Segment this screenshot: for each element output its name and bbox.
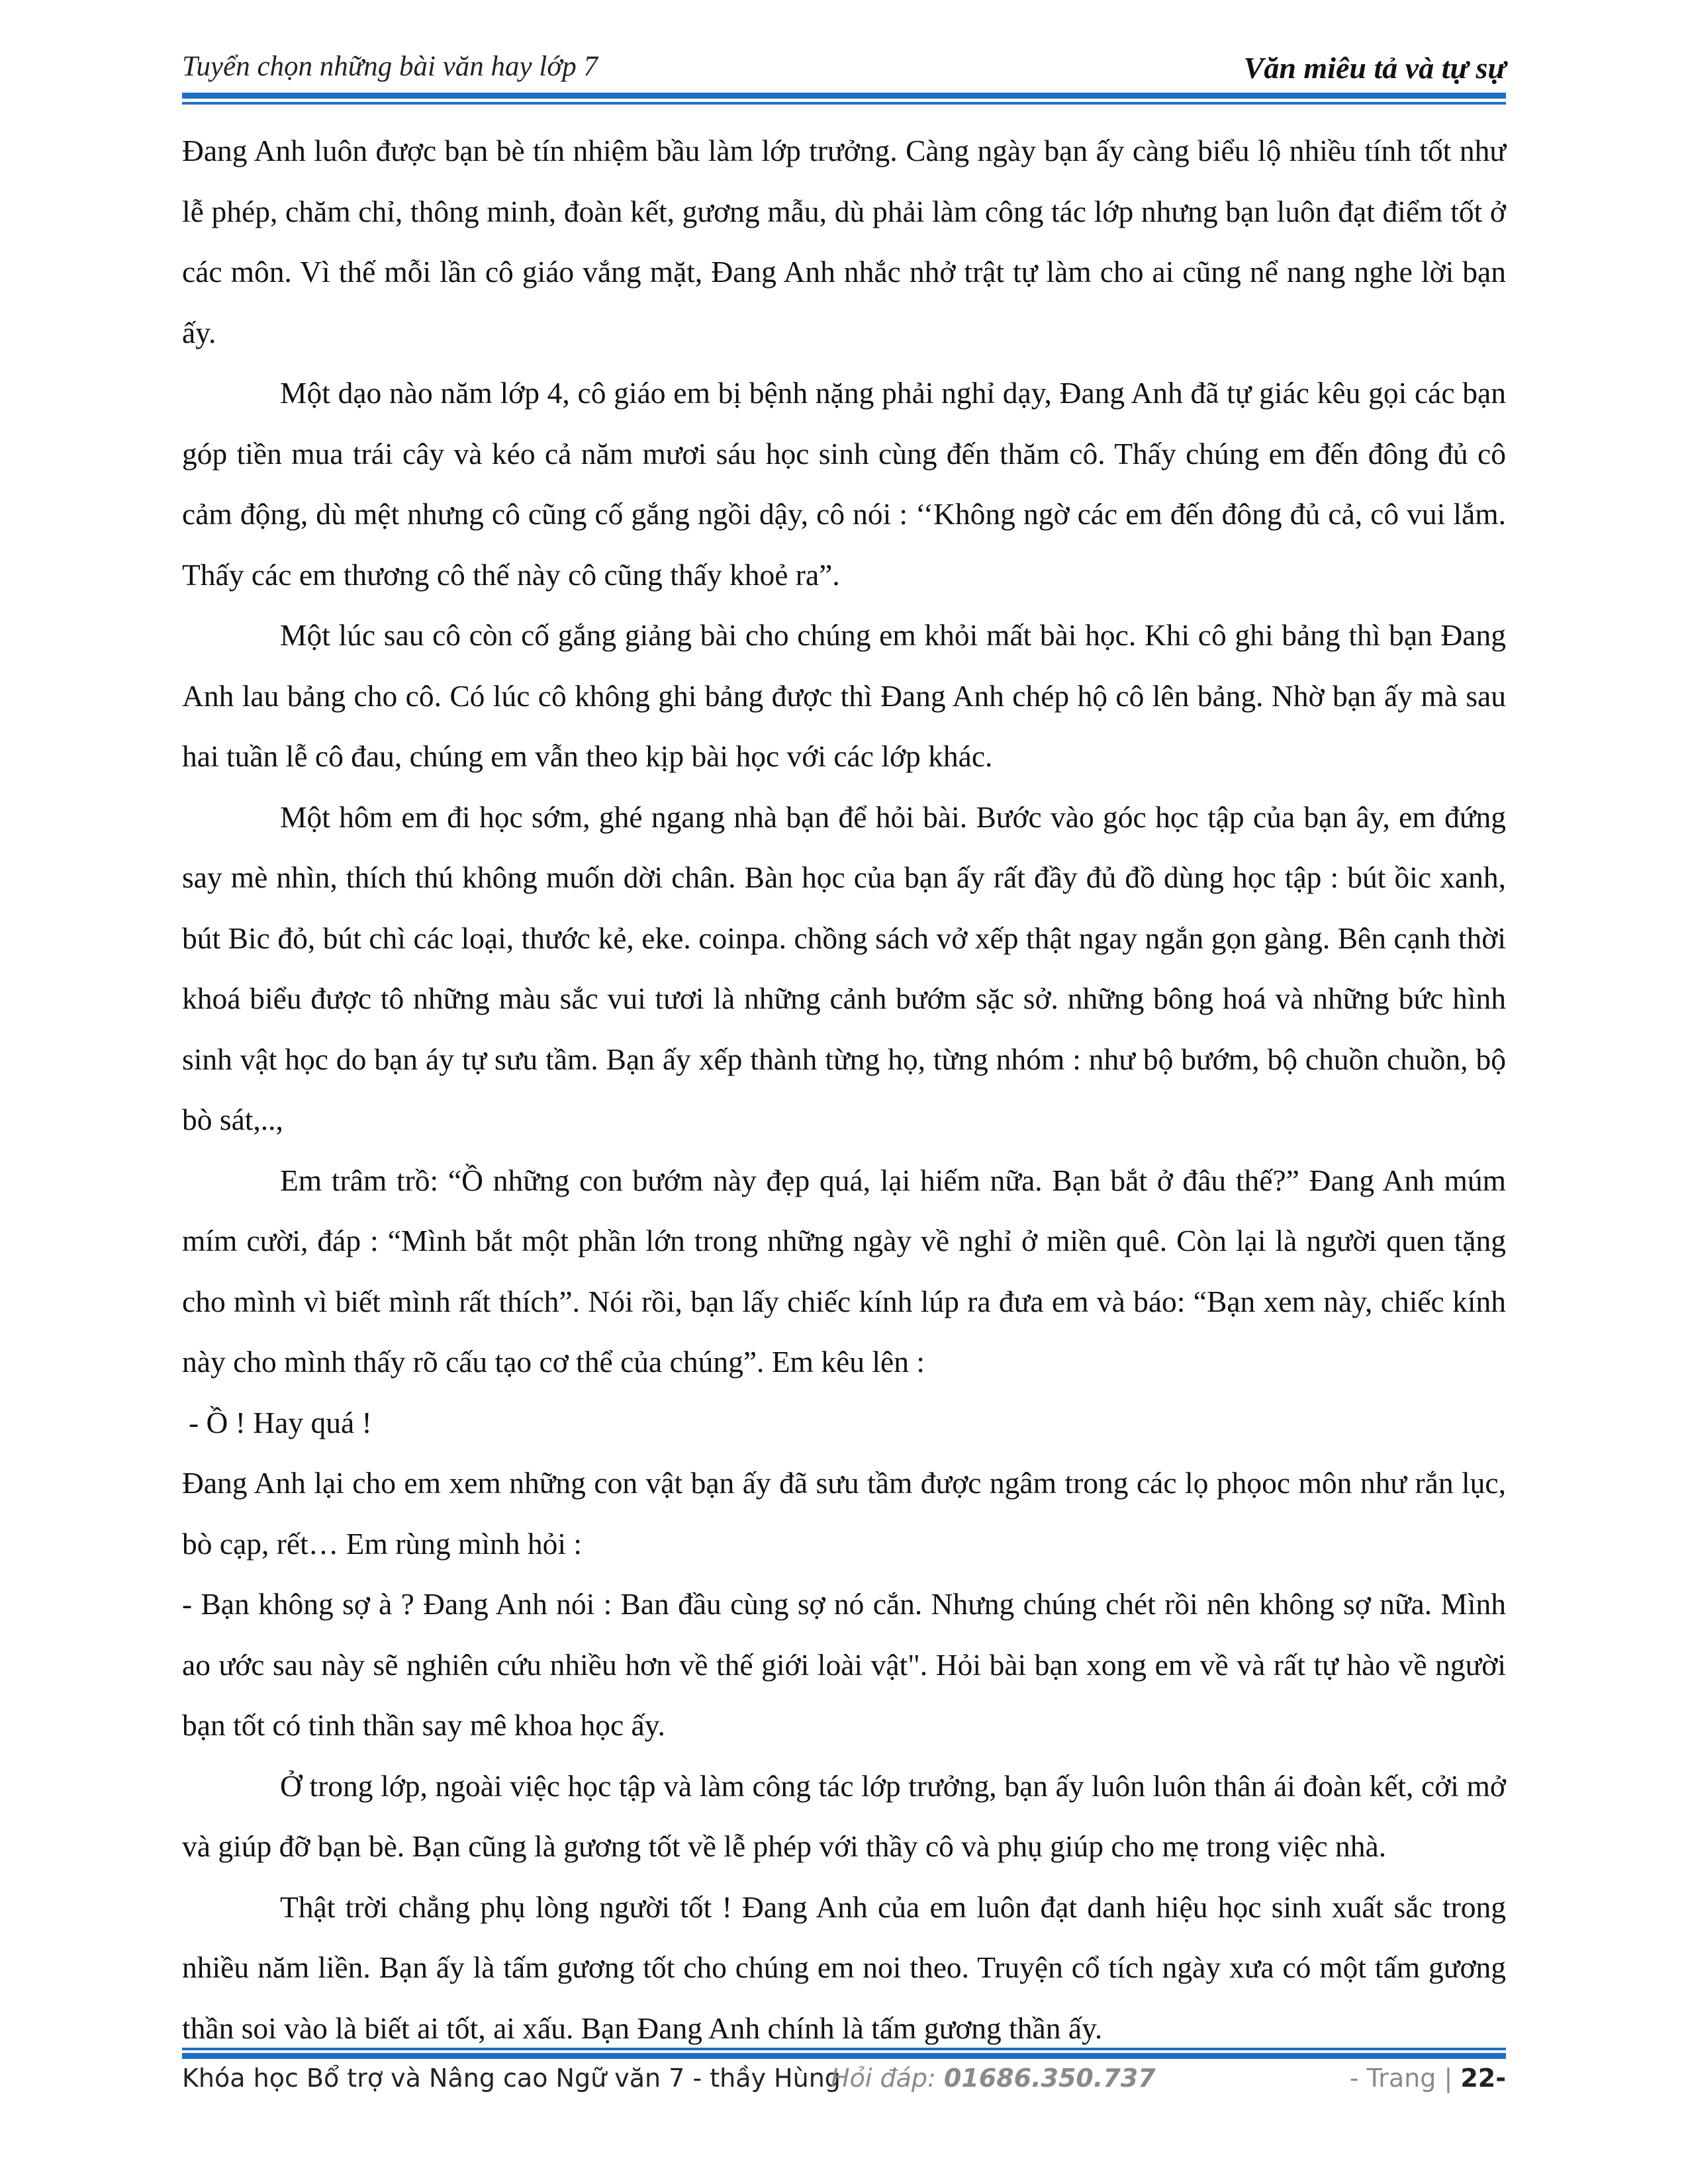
paragraph-4: Một hôm em đi học sớm, ghé ngang nhà bạn để hỏi bài. Bước vào góc học tập của bạn ây, em đứng say mè nhìn, thích thú không muốn dời chân. Bàn học của bạn ấy rất đầy đủ đồ dùng học tập : bút ồic xanh, bút Bic đỏ, bút chì các loại, thước kẻ, eke. coinpa. chồng sách vở xếp thật ngay ngắn gọn gàng. Bên cạnh thời khoá biểu được tô những màu sắc vui tươi là những cảnh bướm sặc sở. những bông hoá và những bức hình sinh vật học do bạn áy tự sưu tầm. Bạn ấy xếp thành từng họ, từng nhóm : như bộ bướm, bộ chuồn chuồn, bộ bò sát,.., [182,799,1506,1136]
footer-contact [831,2064,1156,2093]
footer-course-name: Khóa học Bổ trợ và Nâng cao Ngữ văn 7 - thầy Hùng [182,2064,841,2093]
paragraph-7: Ở trong lớp, ngoài việc học tập và làm công tác lớp trưởng, bạn ấy luôn luôn thân ái đoàn kết, cởi mở và giúp đỡ bạn bè. Bạn cũng là gương tốt về lễ phép với thầy cô và phụ giúp cho mẹ trong việc nhà. [182,1768,1506,1863]
dialog-line-1: - Ồ ! Hay quá ! [189,1405,372,1439]
footer-rule-thin [182,2048,1506,2050]
footer-phone: 01686.350.737 [943,2064,1156,2093]
paragraph-1: Đang Anh luôn được bạn bè tín nhiệm bầu làm lớp trưởng. Càng ngày bạn ấy càng biểu lộ nhiều tính tốt như lễ phép, chăm chỉ, thông minh, đoàn kết, gương mẫu, dù phải làm công tác lớp nhưng bạn luôn đạt điểm tốt ở các môn. Vì thế mỗi lần cô giáo vắng mặt, Đang Anh nhắc nhở trật tự làm cho ai cũng nể nang nghe lời bạn ấy. [182,134,1506,349]
paragraph-6: Đang Anh lại cho em xem những con vật bạn ấy đã sưu tầm được ngâm trong các lọ phọoc môn như rắn lục, bò cạp, rết… Em rùng mình hỏi : [182,1466,1506,1561]
footer-rule-thick [182,2053,1506,2059]
paragraph-8: Thật trời chẳng phụ lòng người tốt ! Đang Anh của em luôn đạt danh hiệu học sinh xuất sắc trong nhiều năm liền. Bạn ấy là tấm gương tốt cho chúng em noi theo. Truyện cổ tích ngày xưa có một tấm gương thần soi vào là biết ai tốt, ai xấu. Bạn Đang Anh chính là tấm gương thần ấy. [182,1889,1506,2045]
header-rule-thin [182,102,1506,105]
header-rule-thick [182,93,1506,99]
footer-page-number: 22- [1460,2064,1506,2093]
essay-body [182,120,1506,2058]
paragraph-3: Một lúc sau cô còn cố gắng giảng bài cho chúng em khỏi mất bài học. Khi cô ghi bảng thì bạn Đang Anh lau bảng cho cô. Có lúc cô không ghi bảng được thì Đang Anh chép hộ cô lên bảng. Nhờ bạn ấy mà sau hai tuần lễ cô đau, chúng em vẫn theo kịp bài học với các lớp khác. [182,618,1506,773]
page-header [182,50,1506,90]
paragraph-5: Em trâm trồ: “Ồ những con bướm này đẹp quá, lại hiếm nữa. Bạn bắt ở đâu thế?” Đang Anh múm mím cười, đáp : “Mình bắt một phần lớn trong những ngày về nghỉ ở miền quê. Còn lại là người quen tặng cho mình vì biết mình rất thích”. Nói rồi, bạn lấy chiếc kính lúp ra đưa em và báo: “Bạn xem này, chiếc kính này cho mình thấy rõ cấu tạo cơ thể của chúng”. Em kêu lên : [182,1163,1506,1379]
header-book-title: Tuyển chọn những bài văn hay lớp 7 [182,51,598,82]
footer-contact-label: Hỏi đáp: [831,2064,936,2093]
dialog-line-2: - Bạn không sợ à ? Đang Anh nói : Ban đầu cùng sợ nó cắn. Nhưng chúng chét rồi nên không sợ nữa. Mình ao ước sau này sẽ nghiên cứu nhiều hơn về thế giới loài vật". Hỏi bài bạn xong em về và rất tự hào về người bạn tốt có tinh thần say mê khoa học ấy. [182,1587,1506,1742]
footer-page-label: - Trang | [1349,2064,1453,2093]
paragraph-2: Một dạo nào năm lớp 4, cô giáo em bị bệnh nặng phải nghỉ dạy, Đang Anh đã tự giác kêu gọi các bạn góp tiền mua trái cây và kéo cả năm mươi sáu học sinh cùng đến thăm cô. Thấy chúng em đến đông đủ cô cảm động, dù mệt nhưng cô cũng cố gắng ngồi dậy, cô nói : ‘‘Không ngờ các em đến đông đủ cả, cô vui lắm. Thấy các em thương cô thế này cô cũng thấy khoẻ ra”. [182,376,1506,592]
footer-page-indicator [1350,2064,1506,2093]
header-section-title: Văn miêu tả và tự sự [1243,51,1506,85]
page-footer [182,2064,1506,2103]
